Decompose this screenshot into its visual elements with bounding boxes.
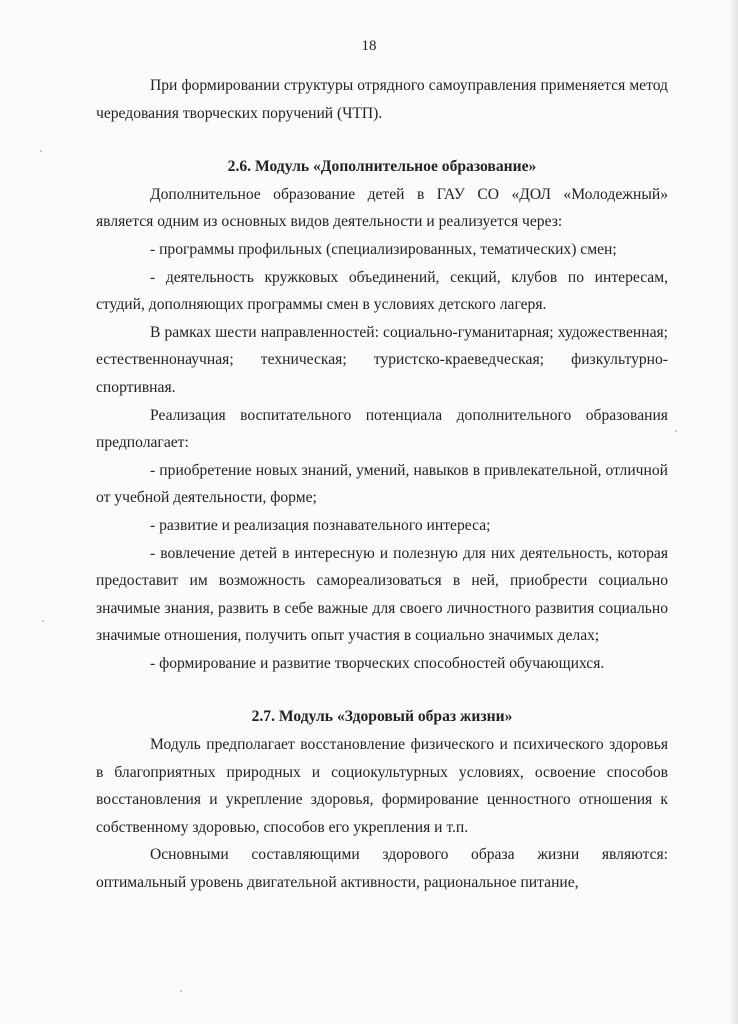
intro-paragraph: При формировании структуры отрядного самоуправления применяется метод чередования творческих поручений (ЧТП). [96, 77, 668, 122]
list-item: - вовлечение детей в интересную и полезную для них деятельность, которая предоставит им возможность самореализоваться в ней, приобрести социально значимые знания, развить в себе важные для своего личностного развития социально значимые отношения, получить опыт участия в социально значимых делах; [96, 544, 668, 645]
list-item: - развитие и реализация познавательного интереса; [150, 516, 491, 534]
list-item: - формирование и развитие творческих способностей обучающихся. [150, 654, 605, 672]
section-2-7-paragraph-2: Основными составляющими здорового образа жизни являются: оптимальный уровень двигательной активности, рациональное питание, [96, 846, 668, 892]
section-2-6-paragraph-3: Реализация воспитательного потенциала дополнительного образования предполагает: [96, 406, 668, 452]
section-2-6-paragraph-1: Дополнительное образование детей в ГАУ СО «ДОЛ «Молодежный» является одним из основных видов деятельности и реализуется через: [96, 185, 668, 231]
scan-speck [180, 990, 182, 992]
list-item: - приобретение новых знаний, умений, навыков в привлекательной, отличной от учебной деятельности, форме; [96, 461, 668, 507]
section-2-6-title: 2.6. Модуль «Дополнительное образование» [227, 158, 537, 176]
scan-speck [42, 620, 44, 622]
page-content [96, 72, 668, 897]
scan-speck [675, 430, 677, 432]
page-number: 18 [361, 38, 377, 54]
list-item: - деятельность кружковых объединений, секций, клубов по интересам, студий, дополняющих программы смен в условиях детского лагеря. [96, 268, 668, 314]
list-item: - программы профильных (специализированных, тематических) смен; [150, 240, 617, 258]
page-edge-shadow [728, 0, 738, 1024]
section-2-7-paragraph-1: Модуль предполагает восстановление физического и психического здоровья в благоприятных природных и социокультурных условиях, освоение способов восстановления и укрепление здоровья, формирование ценностного отношения к собственному здоровью, способов его укрепления и т.п. [96, 736, 668, 836]
scan-speck [40, 150, 42, 152]
section-2-7-title: 2.7. Модуль «Здоровый образ жизни» [251, 708, 513, 726]
section-2-6-paragraph-2: В рамках шести направленностей: социально-гуманитарная; художественная; естественнонаучная; техническая; туристско-краеведческая; физкультурно-спортивная. [96, 323, 668, 396]
